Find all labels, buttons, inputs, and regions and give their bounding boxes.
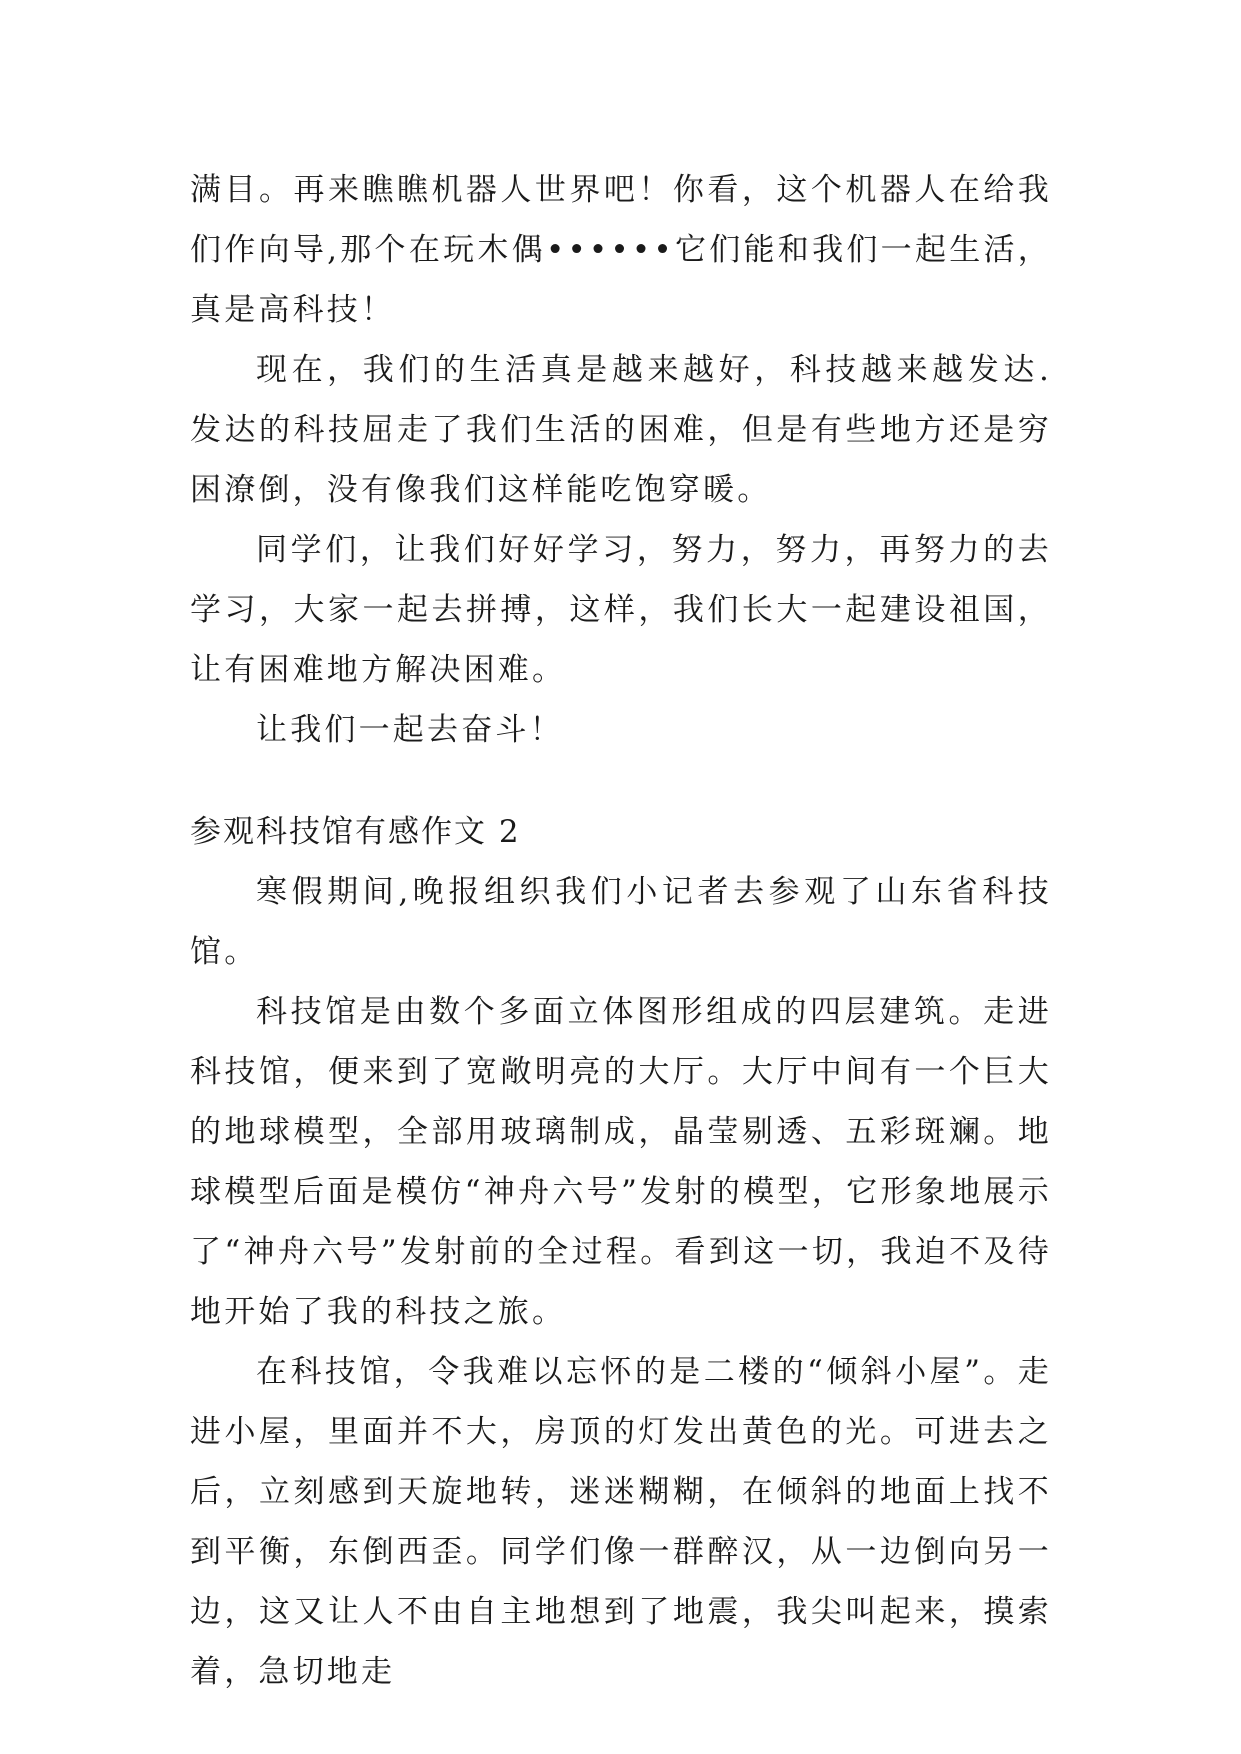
paragraph: 寒假期间,晚报组织我们小记者去参观了山东省科技馆。	[190, 874, 1052, 970]
section-gap	[190, 760, 1052, 802]
paragraph: 现在，我们的生活真是越来越好，科技越来越发达.发达的科技屈走了我们生活的困难，但是有些地方还是穷困潦倒，没有像我们这样能吃饱穿暖。	[190, 352, 1052, 508]
paragraph-continuation: 满目。再来瞧瞧机器人世界吧！你看，这个机器人在给我们作向导,那个在玩木偶••••••它们能和我们一起生活，真是高科技！	[190, 172, 1052, 328]
paragraph: 让我们一起去奋斗！	[256, 712, 564, 748]
document-body	[190, 160, 1052, 1702]
essay-title: 参观科技馆有感作文 2	[190, 814, 521, 850]
paragraph: 在科技馆，令我难以忘怀的是二楼的“倾斜小屋”。走进小屋，里面并不大，房顶的灯发出黄色的光。可进去之后，立刻感到天旋地转，迷迷糊糊，在倾斜的地面上找不到平衡，东倒西歪。同学们像一群醉汉，从一边倒向另一边，这又让人不由自主地想到了地震，我尖叫起来，摸索着，急切地走	[190, 1354, 1052, 1690]
paragraph: 科技馆是由数个多面立体图形组成的四层建筑。走进科技馆，便来到了宽敞明亮的大厅。大厅中间有一个巨大的地球模型，全部用玻璃制成，晶莹剔透、五彩斑斓。地球模型后面是模仿“神舟六号”发射的模型，它形象地展示了“神舟六号”发射前的全过程。看到这一切，我迫不及待地开始了我的科技之旅。	[190, 994, 1052, 1330]
paragraph: 同学们，让我们好好学习，努力，努力，再努力的去学习，大家一起去拼搏，这样，我们长大一起建设祖国，让有困难地方解决困难。	[190, 532, 1052, 688]
